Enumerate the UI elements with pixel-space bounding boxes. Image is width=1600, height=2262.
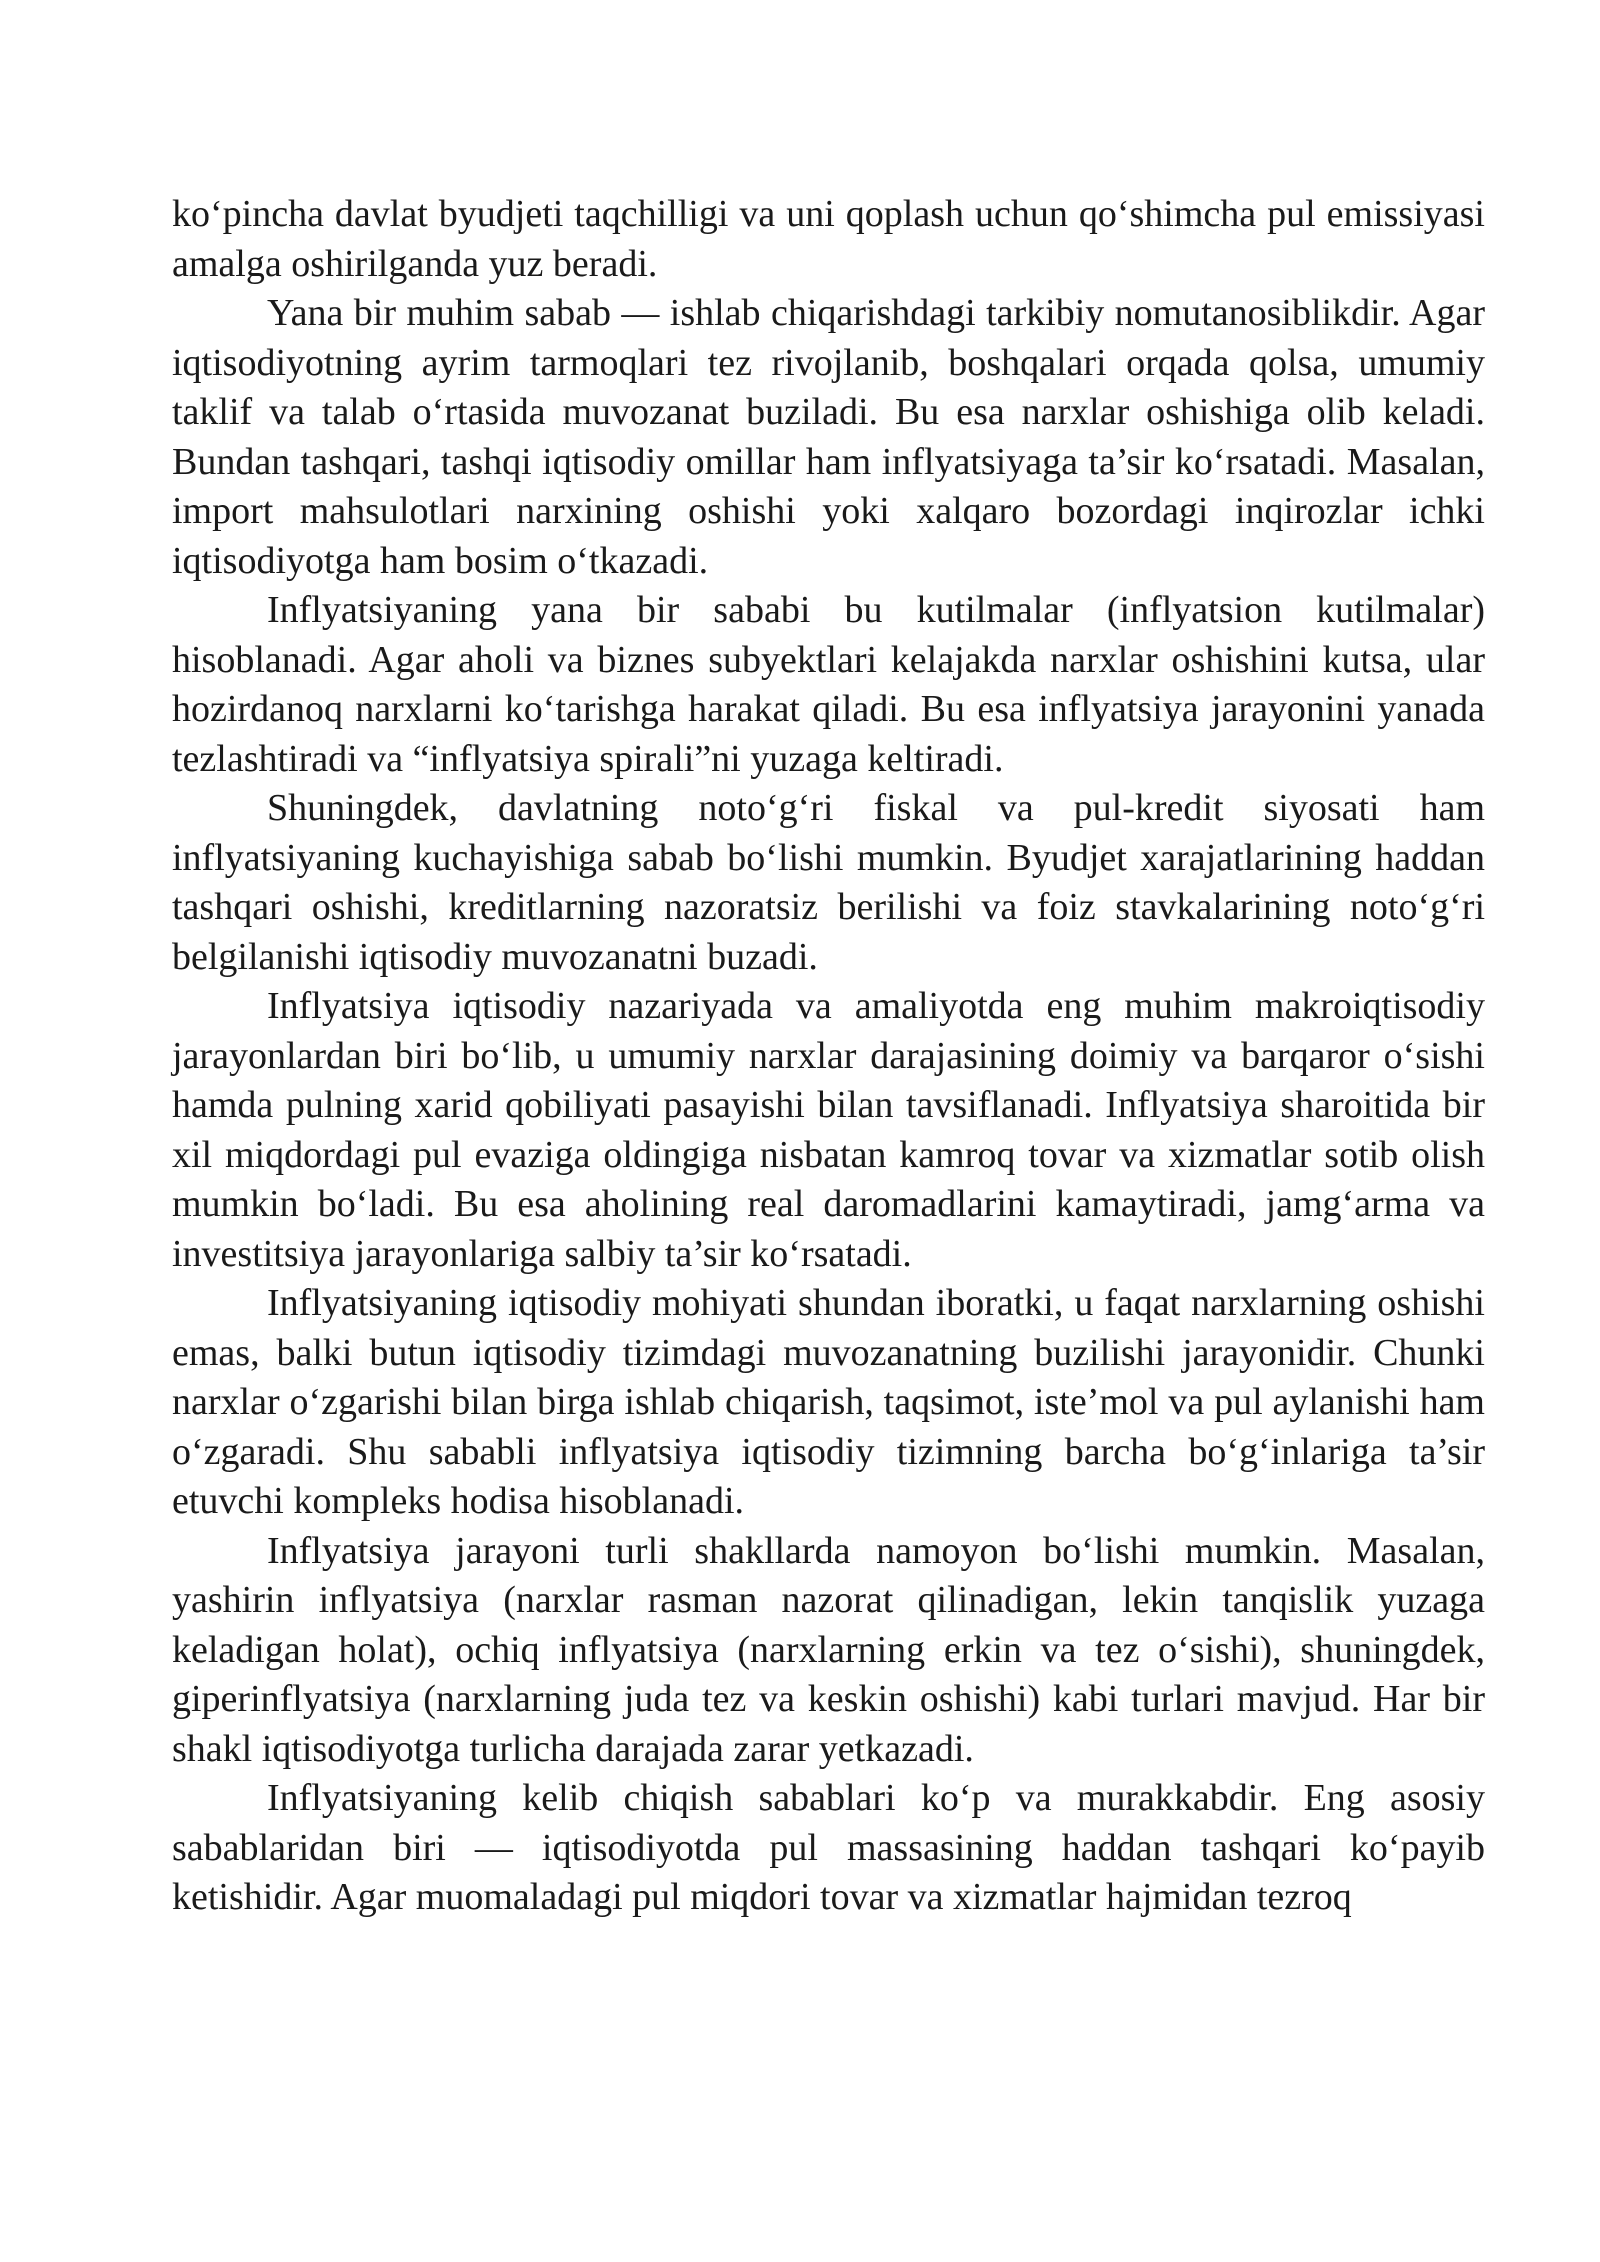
paragraph-inflation-definition: Inflyatsiya iqtisodiy nazariyada va amaliyotda eng muhim makroiqtisodiy jarayonlardan biri bo‘lib, u umumiy narxlar darajasining doimiy va barqaror o‘sishi hamda pulning xarid qobiliyati pasayishi bilan tavsiflanadi. Inflyatsiya sharoitida bir xil miqdordagi pul evaziga oldingiga nisbatan kamroq tovar va xizmatlar sotib olish mumkin bo‘ladi. Bu esa aholining real daromadlarini kamaytiradi, jamg‘arma va investitsiya jarayonlariga salbiy ta’sir ko‘rsatadi. <box>172 985 1485 1275</box>
paragraph-inflation-causes: Inflyatsiyaning kelib chiqish sabablari ko‘p va murakkabdir. Eng asosiy sabablaridan biri — iqtisodiyotda pul massasining haddan tashqari ko‘payib ketishidir. Agar muomaladagi pul miqdori tovar va xizmatlar hajmidan tezroq <box>172 1777 1485 1918</box>
document-page <box>172 190 1485 1923</box>
paragraph-economic-essence: Inflyatsiyaning iqtisodiy mohiyati shundan iboratki, u faqat narxlarning oshishi emas, balki butun iqtisodiy tizimdagi muvozanatning buzilishi jarayonidir. Chunki narxlar o‘zgarishi bilan birga ishlab chiqarish, taqsimot, iste’mol va pul aylanishi ham o‘zgaradi. Shu sababli inflyatsiya iqtisodiy tizimning barcha bo‘g‘inlariga ta’sir etuvchi kompleks hodisa hisoblanadi. <box>172 1282 1485 1522</box>
paragraph-expectations: Inflyatsiyaning yana bir sababi bu kutilmalar (inflyatsion kutilmalar) hisoblanadi. Agar aholi va biznes subyektlari kelajakda narxlar oshishini kutsa, ular hozirdanoq narxlarni ko‘tarishga harakat qiladi. Bu esa inflyatsiya jarayonini yanada tezlashtiradi va “inflyatsiya spirali”ni yuzaga keltiradi. <box>172 589 1485 780</box>
paragraph-inflation-forms: Inflyatsiya jarayoni turli shakllarda namoyon bo‘lishi mumkin. Masalan, yashirin inflyatsiya (narxlar rasman nazorat qilinadigan, lekin tanqislik yuzaga keladigan holat), ochiq inflyatsiya (narxlarning erkin va tez o‘sishi), shuningdek, giperinflyatsiya (narxlarning juda tez va keskin oshishi) kabi turlari mavjud. Har bir shakl iqtisodiyotga turlicha darajada zarar yetkazadi. <box>172 1529 1485 1770</box>
paragraph-fiscal-policy: Shuningdek, davlatning noto‘g‘ri fiskal va pul-kredit siyosati ham inflyatsiyaning kuchayishiga sabab bo‘lishi mumkin. Byudjet xarajatlarining haddan tashqari oshishi, kreditlarning nazoratsiz berilishi va foiz stavkalarining noto‘g‘ri belgilanishi iqtisodiy muvozanatni buzadi. <box>172 787 1485 978</box>
paragraph-continued: ko‘pincha davlat byudjeti taqchilligi va uni qoplash uchun qo‘shimcha pul emissiyasi amalga oshirilganda yuz beradi. <box>172 193 1485 285</box>
paragraph-structural-imbalance: Yana bir muhim sabab — ishlab chiqarishdagi tarkibiy nomutanosiblikdir. Agar iqtisodiyotning ayrim tarmoqlari tez rivojlanib, boshqalari orqada qolsa, umumiy taklif va talab o‘rtasida muvozanat buziladi. Bu esa narxlar oshishiga olib keladi. Bundan tashqari, tashqi iqtisodiy omillar ham inflyatsiyaga ta’sir ko‘rsatadi. Masalan, import mahsulotlari narxining oshishi yoki xalqaro bozordagi inqirozlar ichki iqtisodiyotga ham bosim o‘tkazadi. <box>172 292 1485 582</box>
